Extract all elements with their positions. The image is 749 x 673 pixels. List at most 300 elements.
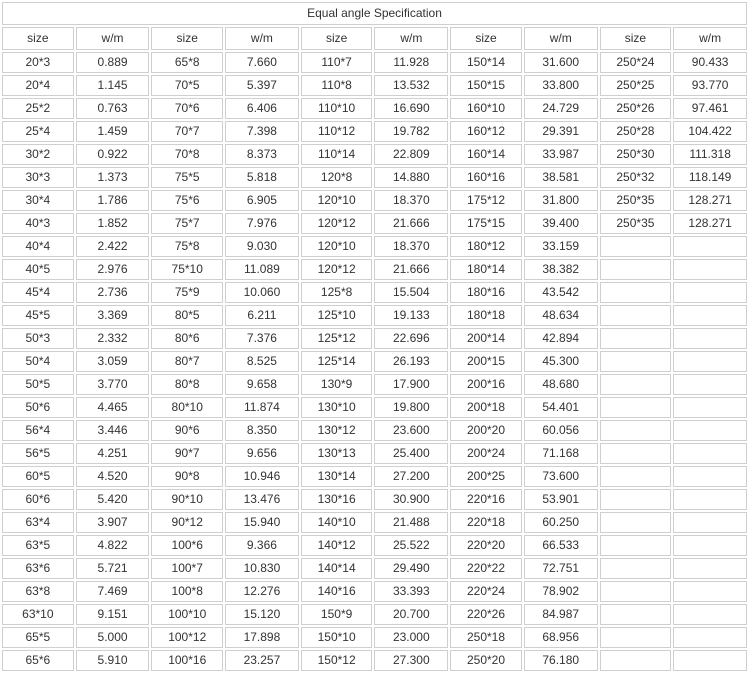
column-header-size: size bbox=[301, 27, 373, 50]
table-row bbox=[2, 512, 747, 533]
weight-cell: 4.465 bbox=[76, 397, 150, 418]
column-header-size: size bbox=[151, 27, 223, 50]
size-cell: 90*10 bbox=[151, 489, 223, 510]
weight-cell: 2.332 bbox=[76, 328, 150, 349]
weight-cell: 78.902 bbox=[524, 581, 598, 602]
weight-cell: 48.634 bbox=[524, 305, 598, 326]
size-cell: 70*7 bbox=[151, 121, 223, 142]
size-cell: 200*18 bbox=[450, 397, 522, 418]
size-cell: 80*6 bbox=[151, 328, 223, 349]
size-cell: 65*5 bbox=[2, 627, 74, 648]
table-row bbox=[2, 167, 747, 188]
size-cell: 40*5 bbox=[2, 259, 74, 280]
table-row bbox=[2, 52, 747, 73]
weight-cell bbox=[673, 259, 747, 280]
size-cell: 120*10 bbox=[301, 190, 373, 211]
size-cell: 175*12 bbox=[450, 190, 522, 211]
weight-cell: 1.852 bbox=[76, 213, 150, 234]
size-cell: 250*26 bbox=[600, 98, 672, 119]
weight-cell: 1.459 bbox=[76, 121, 150, 142]
size-cell: 25*2 bbox=[2, 98, 74, 119]
size-cell: 50*3 bbox=[2, 328, 74, 349]
weight-cell: 21.666 bbox=[374, 213, 448, 234]
weight-cell: 3.770 bbox=[76, 374, 150, 395]
weight-cell bbox=[673, 236, 747, 257]
size-cell: 220*20 bbox=[450, 535, 522, 556]
weight-cell: 3.446 bbox=[76, 420, 150, 441]
size-cell bbox=[600, 420, 672, 441]
size-cell: 100*6 bbox=[151, 535, 223, 556]
table-row bbox=[2, 98, 747, 119]
table-row bbox=[2, 374, 747, 395]
size-cell: 130*16 bbox=[301, 489, 373, 510]
weight-cell: 7.376 bbox=[225, 328, 299, 349]
column-header-size: size bbox=[600, 27, 672, 50]
size-cell: 220*26 bbox=[450, 604, 522, 625]
size-cell: 150*9 bbox=[301, 604, 373, 625]
size-cell: 140*12 bbox=[301, 535, 373, 556]
size-cell: 30*4 bbox=[2, 190, 74, 211]
size-cell bbox=[600, 466, 672, 487]
column-header-size: size bbox=[450, 27, 522, 50]
table-row bbox=[2, 213, 747, 234]
size-cell: 130*10 bbox=[301, 397, 373, 418]
weight-cell: 5.397 bbox=[225, 75, 299, 96]
weight-cell bbox=[673, 374, 747, 395]
table-row bbox=[2, 305, 747, 326]
weight-cell: 73.600 bbox=[524, 466, 598, 487]
size-cell: 45*4 bbox=[2, 282, 74, 303]
size-cell: 50*5 bbox=[2, 374, 74, 395]
weight-cell: 128.271 bbox=[673, 190, 747, 211]
weight-cell: 76.180 bbox=[524, 650, 598, 671]
size-cell: 75*6 bbox=[151, 190, 223, 211]
size-cell: 160*14 bbox=[450, 144, 522, 165]
size-cell: 180*16 bbox=[450, 282, 522, 303]
size-cell bbox=[600, 489, 672, 510]
size-cell: 250*30 bbox=[600, 144, 672, 165]
size-cell: 140*16 bbox=[301, 581, 373, 602]
size-cell: 180*12 bbox=[450, 236, 522, 257]
weight-cell: 7.660 bbox=[225, 52, 299, 73]
weight-cell: 9.658 bbox=[225, 374, 299, 395]
size-cell: 180*14 bbox=[450, 259, 522, 280]
size-cell: 100*16 bbox=[151, 650, 223, 671]
size-cell: 250*20 bbox=[450, 650, 522, 671]
weight-cell: 16.690 bbox=[374, 98, 448, 119]
weight-cell: 10.060 bbox=[225, 282, 299, 303]
size-cell bbox=[600, 282, 672, 303]
weight-cell: 15.940 bbox=[225, 512, 299, 533]
size-cell: 65*8 bbox=[151, 52, 223, 73]
size-cell: 120*12 bbox=[301, 213, 373, 234]
table-row bbox=[2, 121, 747, 142]
size-cell: 70*6 bbox=[151, 98, 223, 119]
size-cell: 150*12 bbox=[301, 650, 373, 671]
weight-cell: 72.751 bbox=[524, 558, 598, 579]
weight-cell: 39.400 bbox=[524, 213, 598, 234]
weight-cell: 33.159 bbox=[524, 236, 598, 257]
weight-cell bbox=[673, 627, 747, 648]
weight-cell: 0.922 bbox=[76, 144, 150, 165]
weight-cell: 5.910 bbox=[76, 650, 150, 671]
weight-cell: 21.488 bbox=[374, 512, 448, 533]
weight-cell: 17.898 bbox=[225, 627, 299, 648]
weight-cell: 60.056 bbox=[524, 420, 598, 441]
size-cell bbox=[600, 512, 672, 533]
size-cell: 110*10 bbox=[301, 98, 373, 119]
weight-cell: 9.656 bbox=[225, 443, 299, 464]
weight-cell: 33.987 bbox=[524, 144, 598, 165]
weight-cell: 90.433 bbox=[673, 52, 747, 73]
weight-cell: 93.770 bbox=[673, 75, 747, 96]
weight-cell bbox=[673, 443, 747, 464]
weight-cell: 24.729 bbox=[524, 98, 598, 119]
size-cell: 75*8 bbox=[151, 236, 223, 257]
size-cell: 200*14 bbox=[450, 328, 522, 349]
size-cell: 120*12 bbox=[301, 259, 373, 280]
weight-cell: 21.666 bbox=[374, 259, 448, 280]
weight-cell: 22.696 bbox=[374, 328, 448, 349]
size-cell: 140*14 bbox=[301, 558, 373, 579]
table-row bbox=[2, 650, 747, 671]
weight-cell: 2.976 bbox=[76, 259, 150, 280]
weight-cell: 5.000 bbox=[76, 627, 150, 648]
size-cell: 200*24 bbox=[450, 443, 522, 464]
weight-cell: 71.168 bbox=[524, 443, 598, 464]
weight-cell: 27.300 bbox=[374, 650, 448, 671]
weight-cell: 4.520 bbox=[76, 466, 150, 487]
weight-cell: 8.350 bbox=[225, 420, 299, 441]
weight-cell: 12.276 bbox=[225, 581, 299, 602]
size-cell bbox=[600, 374, 672, 395]
size-cell: 250*32 bbox=[600, 167, 672, 188]
size-cell: 60*5 bbox=[2, 466, 74, 487]
weight-cell: 11.089 bbox=[225, 259, 299, 280]
size-cell bbox=[600, 236, 672, 257]
weight-cell: 14.880 bbox=[374, 167, 448, 188]
size-cell: 160*16 bbox=[450, 167, 522, 188]
size-cell: 150*10 bbox=[301, 627, 373, 648]
size-cell: 80*8 bbox=[151, 374, 223, 395]
size-cell: 250*25 bbox=[600, 75, 672, 96]
size-cell bbox=[600, 627, 672, 648]
weight-cell bbox=[673, 466, 747, 487]
weight-cell: 18.370 bbox=[374, 190, 448, 211]
size-cell: 63*5 bbox=[2, 535, 74, 556]
size-cell: 100*10 bbox=[151, 604, 223, 625]
table-row bbox=[2, 351, 747, 372]
size-cell: 70*5 bbox=[151, 75, 223, 96]
table-row bbox=[2, 282, 747, 303]
weight-cell: 3.369 bbox=[76, 305, 150, 326]
weight-cell: 42.894 bbox=[524, 328, 598, 349]
table-row bbox=[2, 558, 747, 579]
weight-cell: 5.818 bbox=[225, 167, 299, 188]
size-cell: 100*8 bbox=[151, 581, 223, 602]
table-row bbox=[2, 328, 747, 349]
size-cell: 175*15 bbox=[450, 213, 522, 234]
weight-cell: 6.406 bbox=[225, 98, 299, 119]
size-cell: 56*5 bbox=[2, 443, 74, 464]
size-cell: 250*24 bbox=[600, 52, 672, 73]
size-cell: 160*10 bbox=[450, 98, 522, 119]
weight-cell: 8.525 bbox=[225, 351, 299, 372]
weight-cell: 128.271 bbox=[673, 213, 747, 234]
weight-cell: 25.400 bbox=[374, 443, 448, 464]
weight-cell: 54.401 bbox=[524, 397, 598, 418]
size-cell: 75*9 bbox=[151, 282, 223, 303]
column-header-weight: w/m bbox=[524, 27, 598, 50]
weight-cell: 23.257 bbox=[225, 650, 299, 671]
size-cell: 80*7 bbox=[151, 351, 223, 372]
weight-cell: 2.422 bbox=[76, 236, 150, 257]
weight-cell: 0.889 bbox=[76, 52, 150, 73]
weight-cell: 23.000 bbox=[374, 627, 448, 648]
table-row bbox=[2, 489, 747, 510]
size-cell: 220*24 bbox=[450, 581, 522, 602]
size-cell: 200*25 bbox=[450, 466, 522, 487]
size-cell: 45*5 bbox=[2, 305, 74, 326]
weight-cell bbox=[673, 558, 747, 579]
size-cell: 40*4 bbox=[2, 236, 74, 257]
size-cell: 130*12 bbox=[301, 420, 373, 441]
weight-cell: 1.145 bbox=[76, 75, 150, 96]
weight-cell: 60.250 bbox=[524, 512, 598, 533]
weight-cell: 111.318 bbox=[673, 144, 747, 165]
weight-cell: 3.059 bbox=[76, 351, 150, 372]
weight-cell: 7.976 bbox=[225, 213, 299, 234]
weight-cell: 27.200 bbox=[374, 466, 448, 487]
size-cell: 75*7 bbox=[151, 213, 223, 234]
weight-cell: 6.905 bbox=[225, 190, 299, 211]
size-cell: 150*15 bbox=[450, 75, 522, 96]
size-cell bbox=[600, 305, 672, 326]
size-cell: 90*12 bbox=[151, 512, 223, 533]
size-cell: 110*7 bbox=[301, 52, 373, 73]
size-cell: 60*6 bbox=[2, 489, 74, 510]
size-cell: 75*5 bbox=[151, 167, 223, 188]
weight-cell: 66.533 bbox=[524, 535, 598, 556]
size-cell: 75*10 bbox=[151, 259, 223, 280]
column-header-weight: w/m bbox=[673, 27, 747, 50]
size-cell: 100*12 bbox=[151, 627, 223, 648]
weight-cell: 22.809 bbox=[374, 144, 448, 165]
weight-cell: 19.800 bbox=[374, 397, 448, 418]
table-row bbox=[2, 144, 747, 165]
weight-cell bbox=[673, 420, 747, 441]
weight-cell: 45.300 bbox=[524, 351, 598, 372]
weight-cell bbox=[673, 328, 747, 349]
size-cell: 110*14 bbox=[301, 144, 373, 165]
size-cell bbox=[600, 397, 672, 418]
weight-cell: 53.901 bbox=[524, 489, 598, 510]
weight-cell: 8.373 bbox=[225, 144, 299, 165]
weight-cell bbox=[673, 535, 747, 556]
weight-cell bbox=[673, 305, 747, 326]
size-cell: 150*14 bbox=[450, 52, 522, 73]
weight-cell: 104.422 bbox=[673, 121, 747, 142]
size-cell: 63*8 bbox=[2, 581, 74, 602]
weight-cell: 20.700 bbox=[374, 604, 448, 625]
weight-cell: 48.680 bbox=[524, 374, 598, 395]
size-cell: 63*4 bbox=[2, 512, 74, 533]
weight-cell: 29.490 bbox=[374, 558, 448, 579]
size-cell: 200*15 bbox=[450, 351, 522, 372]
size-cell: 200*16 bbox=[450, 374, 522, 395]
size-cell: 90*7 bbox=[151, 443, 223, 464]
weight-cell: 0.763 bbox=[76, 98, 150, 119]
table-row bbox=[2, 75, 747, 96]
weight-cell: 7.469 bbox=[76, 581, 150, 602]
weight-cell: 18.370 bbox=[374, 236, 448, 257]
weight-cell: 38.581 bbox=[524, 167, 598, 188]
weight-cell: 4.822 bbox=[76, 535, 150, 556]
weight-cell: 15.120 bbox=[225, 604, 299, 625]
weight-cell bbox=[673, 581, 747, 602]
weight-cell: 29.391 bbox=[524, 121, 598, 142]
size-cell: 40*3 bbox=[2, 213, 74, 234]
size-cell: 110*8 bbox=[301, 75, 373, 96]
column-header-weight: w/m bbox=[374, 27, 448, 50]
size-cell: 65*6 bbox=[2, 650, 74, 671]
size-cell: 50*4 bbox=[2, 351, 74, 372]
weight-cell: 1.373 bbox=[76, 167, 150, 188]
table-row bbox=[2, 420, 747, 441]
size-cell: 160*12 bbox=[450, 121, 522, 142]
size-cell: 30*3 bbox=[2, 167, 74, 188]
weight-cell: 4.251 bbox=[76, 443, 150, 464]
table-row bbox=[2, 190, 747, 211]
weight-cell: 23.600 bbox=[374, 420, 448, 441]
size-cell: 50*6 bbox=[2, 397, 74, 418]
weight-cell: 19.133 bbox=[374, 305, 448, 326]
size-cell: 30*2 bbox=[2, 144, 74, 165]
weight-cell: 84.987 bbox=[524, 604, 598, 625]
size-cell: 250*35 bbox=[600, 190, 672, 211]
column-header-weight: w/m bbox=[225, 27, 299, 50]
size-cell: 140*10 bbox=[301, 512, 373, 533]
size-cell: 200*20 bbox=[450, 420, 522, 441]
weight-cell: 9.151 bbox=[76, 604, 150, 625]
weight-cell bbox=[673, 351, 747, 372]
size-cell: 80*10 bbox=[151, 397, 223, 418]
table-row bbox=[2, 236, 747, 257]
table-title: Equal angle Specification bbox=[2, 2, 747, 25]
size-cell: 63*6 bbox=[2, 558, 74, 579]
weight-cell: 5.420 bbox=[76, 489, 150, 510]
size-cell: 63*10 bbox=[2, 604, 74, 625]
weight-cell: 11.874 bbox=[225, 397, 299, 418]
weight-cell: 10.946 bbox=[225, 466, 299, 487]
size-cell bbox=[600, 581, 672, 602]
size-cell: 125*10 bbox=[301, 305, 373, 326]
size-cell: 120*10 bbox=[301, 236, 373, 257]
weight-cell bbox=[673, 282, 747, 303]
title-row bbox=[2, 2, 747, 25]
weight-cell: 38.382 bbox=[524, 259, 598, 280]
weight-cell: 30.900 bbox=[374, 489, 448, 510]
size-cell: 90*8 bbox=[151, 466, 223, 487]
size-cell: 125*12 bbox=[301, 328, 373, 349]
size-cell bbox=[600, 259, 672, 280]
weight-cell: 43.542 bbox=[524, 282, 598, 303]
weight-cell: 19.782 bbox=[374, 121, 448, 142]
size-cell: 20*4 bbox=[2, 75, 74, 96]
size-cell: 250*35 bbox=[600, 213, 672, 234]
size-cell bbox=[600, 558, 672, 579]
weight-cell: 9.030 bbox=[225, 236, 299, 257]
size-cell: 100*7 bbox=[151, 558, 223, 579]
size-cell: 20*3 bbox=[2, 52, 74, 73]
size-cell: 130*14 bbox=[301, 466, 373, 487]
size-cell: 120*8 bbox=[301, 167, 373, 188]
size-cell: 250*18 bbox=[450, 627, 522, 648]
weight-cell: 97.461 bbox=[673, 98, 747, 119]
weight-cell: 7.398 bbox=[225, 121, 299, 142]
size-cell bbox=[600, 535, 672, 556]
column-header-weight: w/m bbox=[76, 27, 150, 50]
size-cell: 220*18 bbox=[450, 512, 522, 533]
table-body bbox=[2, 27, 747, 671]
weight-cell: 25.522 bbox=[374, 535, 448, 556]
size-cell: 80*5 bbox=[151, 305, 223, 326]
size-cell bbox=[600, 650, 672, 671]
size-cell bbox=[600, 328, 672, 349]
weight-cell bbox=[673, 489, 747, 510]
weight-cell: 13.476 bbox=[225, 489, 299, 510]
size-cell: 250*28 bbox=[600, 121, 672, 142]
weight-cell: 31.600 bbox=[524, 52, 598, 73]
size-cell: 130*9 bbox=[301, 374, 373, 395]
weight-cell: 118.149 bbox=[673, 167, 747, 188]
weight-cell bbox=[673, 397, 747, 418]
weight-cell bbox=[673, 512, 747, 533]
weight-cell: 6.211 bbox=[225, 305, 299, 326]
table-row bbox=[2, 466, 747, 487]
size-cell: 180*18 bbox=[450, 305, 522, 326]
weight-cell bbox=[673, 650, 747, 671]
weight-cell: 33.800 bbox=[524, 75, 598, 96]
size-cell: 70*8 bbox=[151, 144, 223, 165]
weight-cell: 26.193 bbox=[374, 351, 448, 372]
weight-cell: 15.504 bbox=[374, 282, 448, 303]
size-cell: 220*22 bbox=[450, 558, 522, 579]
table-row bbox=[2, 443, 747, 464]
size-cell: 56*4 bbox=[2, 420, 74, 441]
size-cell: 220*16 bbox=[450, 489, 522, 510]
column-header-size: size bbox=[2, 27, 74, 50]
table-row bbox=[2, 581, 747, 602]
table-row bbox=[2, 627, 747, 648]
weight-cell: 1.786 bbox=[76, 190, 150, 211]
weight-cell: 3.907 bbox=[76, 512, 150, 533]
size-cell: 130*13 bbox=[301, 443, 373, 464]
size-cell: 90*6 bbox=[151, 420, 223, 441]
table-row bbox=[2, 535, 747, 556]
size-cell bbox=[600, 443, 672, 464]
weight-cell: 68.956 bbox=[524, 627, 598, 648]
weight-cell: 5.721 bbox=[76, 558, 150, 579]
size-cell: 110*12 bbox=[301, 121, 373, 142]
table-row bbox=[2, 397, 747, 418]
weight-cell: 9.366 bbox=[225, 535, 299, 556]
weight-cell: 31.800 bbox=[524, 190, 598, 211]
weight-cell: 17.900 bbox=[374, 374, 448, 395]
weight-cell: 10.830 bbox=[225, 558, 299, 579]
size-cell: 25*4 bbox=[2, 121, 74, 142]
weight-cell: 33.393 bbox=[374, 581, 448, 602]
